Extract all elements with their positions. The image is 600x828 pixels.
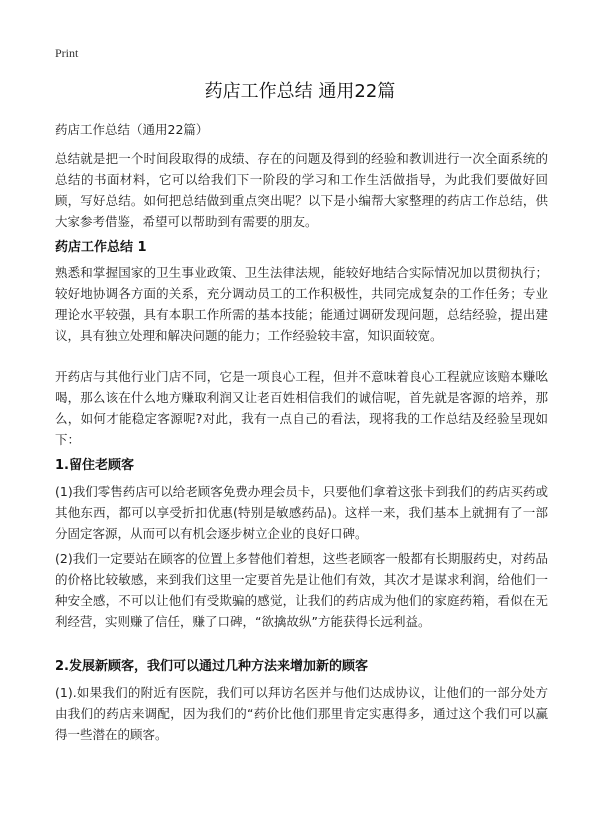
section1-paragraph-1: 熟悉和掌握国家的卫生事业政策、卫生法律法规，能较好地结合实际情况加以贯彻执行；较好地协调各方面的关系，充分调动员工的工作积极性，共同完成复杂的工作任务；专业理论水平较强，具有本职工作所需的基本技能；能通过调研发现问题，总结经验，提出建议，具有独立处理和解决问题的能力；工作经验较丰富，知识面较宽。: [55, 265, 548, 343]
point-heading-2: 2.发展新顾客，我们可以通过几种方法来增加新的顾客: [55, 659, 368, 674]
page-title: 药店工作总结 通用22篇: [204, 81, 396, 102]
document-subtitle: 药店工作总结（通用22篇）: [55, 122, 209, 137]
point1-paragraph-1: (1)我们零售药店可以给老顾客免费办理会员卡，只要他们拿着这张卡到我们的药店买药或其他东西，都可以享受折扣优惠(特别是敏感药品)。这样一来，我们基本上就拥有了一部分固定客源，从而可以有机会逐步树立企业的良好口碑。: [55, 484, 548, 541]
point-heading-1: 1.留住老顾客: [55, 458, 134, 473]
print-label: Print: [55, 46, 79, 60]
point2-paragraph-1: (1).如果我们的附近有医院，我们可以拜访名医并与他们达成协议，让他们的一部分处方由我们的药店来调配，因为我们的“药价比他们那里肯定实惠得多，通过这个我们可以赢得一些潜在的顾客。: [55, 685, 548, 742]
section-heading-1: 药店工作总结 1: [55, 240, 147, 255]
intro-paragraph: 总结就是把一个时间段取得的成绩、存在的问题及得到的经验和教训进行一次全面系统的总结的书面材料，它可以给我们下一阶段的学习和工作生活做指导，为此我们要做好回顾，写好总结。如何把总结做到重点突出呢？以下是小编帮大家整理的药店工作总结，供大家参考借鉴，希望可以帮助到有需要的朋友。: [55, 151, 548, 229]
section1-paragraph-2: 开药店与其他行业门店不同，它是一项良心工程，但并不意味着良心工程就应该赔本赚吆喝，那么该在什么地方赚取利润又让老百姓相信我们的诚信呢，首先就是客源的培养，那么，如何才能稳定客源呢?对此，我有一点自己的看法，现将我的工作总结及经验呈现如下：: [55, 369, 548, 447]
point1-paragraph-2: (2)我们一定要站在顾客的位置上多替他们着想，这些老顾客一般都有长期服药史，对药品的价格比较敏感，来到我们这里一定要首先是让他们有效，其次才是谋求利润，给他们一种安全感，不可以让他们有受欺骗的感觉，让我们的药店成为他们的家庭药箱，看似在无利经营，实则赚了信任，赚了口碑，“欲擒故纵”方能获得长远利益。: [55, 551, 548, 629]
